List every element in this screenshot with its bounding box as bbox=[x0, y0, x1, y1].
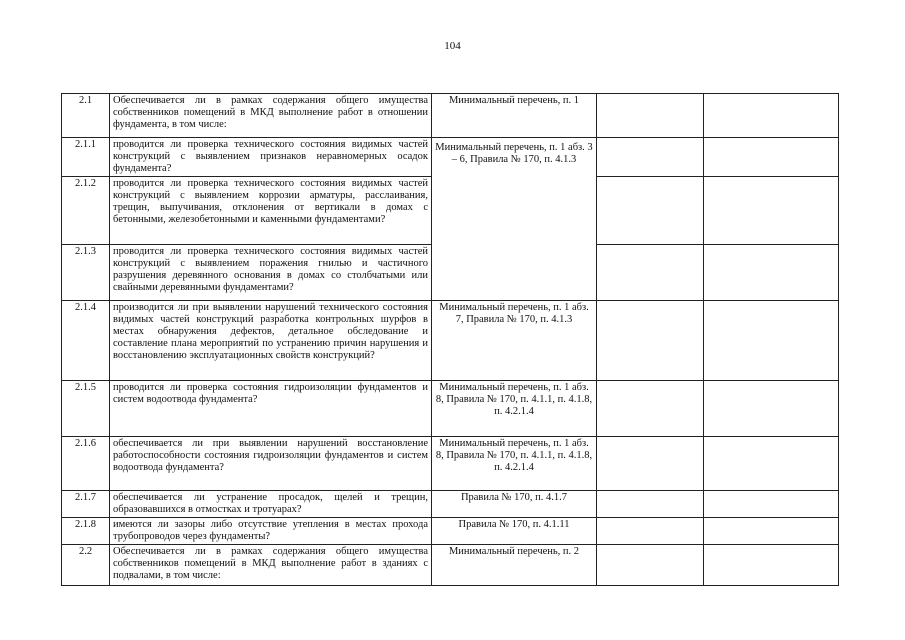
legal-reference: Правила № 170, п. 4.1.7 bbox=[432, 490, 597, 517]
legal-reference: Минимальный перечень, п. 1 bbox=[432, 94, 597, 138]
row-number: 2.1.7 bbox=[62, 490, 110, 517]
question-text: проводится ли проверка технического состояния видимых частей конструкций с выявлением поражения гнилью и частичного разрушения деревянного основания в домах со столбчатыми или свайными деревянными фундаментами? bbox=[110, 244, 432, 300]
row-number: 2.1.1 bbox=[62, 138, 110, 177]
question-text: проводится ли проверка технического состояния видимых частей конструкций с выявлением признаков неравномерных осадок фундамента? bbox=[110, 138, 432, 177]
row-number: 2.1.8 bbox=[62, 517, 110, 544]
note-cell[interactable] bbox=[704, 176, 839, 244]
answer-cell[interactable] bbox=[597, 544, 704, 585]
question-text: проводится ли проверка технического состояния видимых частей конструкций с выявлением коррозии арматуры, расслаивания, трещин, выпучивания, отклонения от вертикали в домах с бетонными, железобетонными и каменными фундаментами? bbox=[110, 176, 432, 244]
question-text: обеспечивается ли при выявлении нарушений восстановление работоспособности состояния гидроизоляции фундаментов и систем водоотвода фундамента? bbox=[110, 436, 432, 490]
legal-reference: Минимальный перечень, п. 1 абз. 3 – 6, Правила № 170, п. 4.1.3 bbox=[432, 138, 597, 301]
answer-cell[interactable] bbox=[597, 176, 704, 244]
row-number: 2.1 bbox=[62, 94, 110, 138]
answer-cell[interactable] bbox=[597, 300, 704, 380]
question-text: производится ли при выявлении нарушений технического состояния видимых частей конструкций разработка контрольных шурфов в местах обнаружения дефектов, детальное обследование и составление плана мероприятий по устранению причин нарушения и восстановлению эксплуатационных свойств конструкций? bbox=[110, 300, 432, 380]
page-number: 104 bbox=[444, 40, 461, 52]
row-number: 2.1.6 bbox=[62, 436, 110, 490]
answer-cell[interactable] bbox=[597, 436, 704, 490]
note-cell[interactable] bbox=[704, 94, 839, 138]
answer-cell[interactable] bbox=[597, 380, 704, 436]
row-number: 2.1.2 bbox=[62, 176, 110, 244]
note-cell[interactable] bbox=[704, 436, 839, 490]
table-row bbox=[62, 544, 839, 585]
row-number: 2.2 bbox=[62, 544, 110, 585]
row-number: 2.1.4 bbox=[62, 300, 110, 380]
note-cell[interactable] bbox=[704, 138, 839, 177]
table-row bbox=[62, 436, 839, 490]
table-row bbox=[62, 490, 839, 517]
legal-reference: Минимальный перечень, п. 2 bbox=[432, 544, 597, 585]
question-text: Обеспечивается ли в рамках содержания общего имущества собственников помещений в МКД выполнение работ в зданиях с подвалами, в том числе: bbox=[110, 544, 432, 585]
answer-cell[interactable] bbox=[597, 138, 704, 177]
question-text: проводится ли проверка состояния гидроизоляции фундаментов и систем водоотвода фундамента? bbox=[110, 380, 432, 436]
row-number: 2.1.3 bbox=[62, 244, 110, 300]
legal-reference: Правила № 170, п. 4.1.11 bbox=[432, 517, 597, 544]
note-cell[interactable] bbox=[704, 517, 839, 544]
legal-reference: Минимальный перечень, п. 1 абз. 8, Правила № 170, п. 4.1.1, п. 4.1.8, п. 4.2.1.4 bbox=[432, 436, 597, 490]
table-row bbox=[62, 138, 839, 177]
note-cell[interactable] bbox=[704, 544, 839, 585]
question-text: обеспечивается ли устранение просадок, щелей и трещин, образовавшихся в отмостках и тротуарах? bbox=[110, 490, 432, 517]
note-cell[interactable] bbox=[704, 244, 839, 300]
answer-cell[interactable] bbox=[597, 517, 704, 544]
table-row bbox=[62, 94, 839, 138]
table-row bbox=[62, 517, 839, 544]
row-number: 2.1.5 bbox=[62, 380, 110, 436]
note-cell[interactable] bbox=[704, 490, 839, 517]
question-text: Обеспечивается ли в рамках содержания общего имущества собственников помещений в МКД выполнение работ в отношении фундамента, в том числе: bbox=[110, 94, 432, 138]
checklist-table bbox=[61, 93, 839, 586]
legal-reference: Минимальный перечень, п. 1 абз. 8, Правила № 170, п. 4.1.1, п. 4.1.8, п. 4.2.1.4 bbox=[432, 380, 597, 436]
note-cell[interactable] bbox=[704, 300, 839, 380]
answer-cell[interactable] bbox=[597, 490, 704, 517]
answer-cell[interactable] bbox=[597, 244, 704, 300]
legal-reference: Минимальный перечень, п. 1 абз. 7, Правила № 170, п. 4.1.3 bbox=[432, 300, 597, 380]
answer-cell[interactable] bbox=[597, 94, 704, 138]
table-row bbox=[62, 380, 839, 436]
table-row bbox=[62, 300, 839, 380]
note-cell[interactable] bbox=[704, 380, 839, 436]
question-text: имеются ли зазоры либо отсутствие утепления в местах прохода трубопроводов через фундаменты? bbox=[110, 517, 432, 544]
